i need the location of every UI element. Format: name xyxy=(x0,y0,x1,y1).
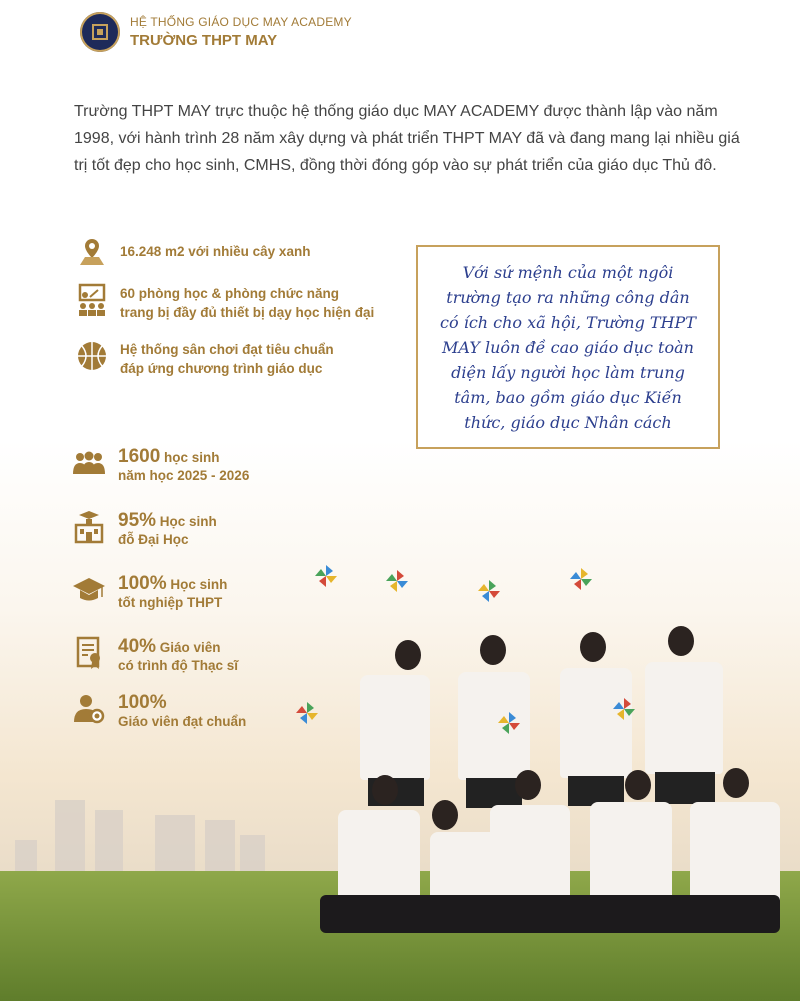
may-academy-logo-icon xyxy=(80,12,120,52)
stat-teachers xyxy=(72,692,246,729)
stat-unit: Học sinh xyxy=(166,577,228,592)
students-icon xyxy=(72,446,106,480)
teacher-badge-icon xyxy=(72,692,106,726)
stat-unit: Giáo viên xyxy=(156,640,221,655)
feature-line: 16.248 m2 với nhiều cây xanh xyxy=(120,244,311,259)
stat-value: 1600 xyxy=(118,446,161,467)
stat-caption: năm học 2025 - 2026 xyxy=(118,468,250,483)
feature-line: trang bị đầy đủ thiết bị dạy học hiện đại xyxy=(120,305,375,320)
university-icon xyxy=(72,510,106,544)
feature-area xyxy=(76,236,310,268)
mission-quote-box xyxy=(416,245,720,449)
stat-value: 95% xyxy=(118,510,157,531)
stat-graduation xyxy=(72,573,227,610)
stat-unit: Học sinh xyxy=(156,514,217,529)
stat-unit: học sinh xyxy=(160,450,220,465)
mission-quote: Với sứ mệnh của một ngôi trường tạo ra những công dân có ích cho xã hội, Trường THPT MAY luôn đề cao giáo dục toàn diện lấy người học làm trung tâm, bao gồm giáo dục Kiến thức, giáo dục Nhân cách xyxy=(440,262,696,432)
stat-students xyxy=(72,446,249,483)
basketball-icon xyxy=(76,340,108,372)
feature-line: Hệ thống sân chơi đạt tiêu chuẩn xyxy=(120,342,334,357)
stat-value: 100% xyxy=(118,573,167,594)
school-header xyxy=(80,10,352,54)
stat-masters xyxy=(72,636,238,673)
stat-value: 100% xyxy=(118,692,167,713)
feature-line: 60 phòng học & phòng chức năng xyxy=(120,286,340,301)
stat-caption: tốt nghiệp THPT xyxy=(118,595,223,610)
graduation-cap-icon xyxy=(72,573,106,607)
certificate-icon xyxy=(72,636,106,670)
stat-caption: Giáo viên đạt chuẩn xyxy=(118,714,247,729)
feature-classrooms xyxy=(76,284,374,322)
system-name: HỆ THỐNG GIÁO DỤC MAY ACADEMY xyxy=(130,15,352,29)
stat-university xyxy=(72,510,217,547)
school-name: TRƯỜNG THPT MAY xyxy=(130,32,278,49)
stat-caption: có trình độ Thạc sĩ xyxy=(118,658,239,673)
stat-value: 40% xyxy=(118,636,157,657)
feature-playground xyxy=(76,340,334,378)
feature-line: đáp ứng chương trình giáo dục xyxy=(120,361,323,376)
stat-caption: đỗ Đại Học xyxy=(118,532,189,547)
classroom-icon xyxy=(76,284,108,316)
intro-paragraph: Trường THPT MAY trực thuộc hệ thống giáo dục MAY ACADEMY được thành lập vào năm 1998, với hành trình 28 năm xây dựng và phát triển THPT MAY đã và đang mang lại nhiều giá trị tốt đẹp cho học sinh, CMHS, đồng thời đóng góp vào sự phát triển của giáo dục Thủ đô. xyxy=(74,103,740,174)
map-pin-icon xyxy=(76,236,108,268)
